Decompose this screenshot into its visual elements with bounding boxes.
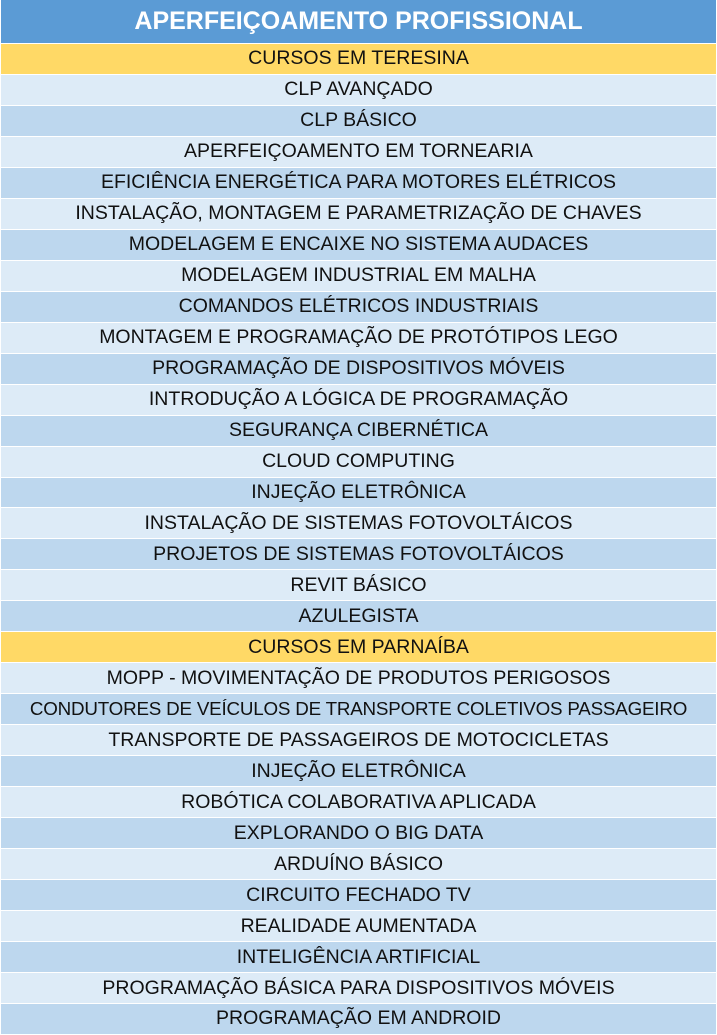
course-row: MOPP - MOVIMENTAÇÃO DE PRODUTOS PERIGOSOS (1, 663, 716, 694)
course-row: EXPLORANDO O BIG DATA (1, 818, 716, 849)
course-row: ROBÓTICA COLABORATIVA APLICADA (1, 787, 716, 818)
course-row: EFICIÊNCIA ENERGÉTICA PARA MOTORES ELÉTRICOS (1, 168, 716, 199)
course-row: MONTAGEM E PROGRAMAÇÃO DE PROTÓTIPOS LEGO (1, 323, 716, 354)
course-row: INTELIGÊNCIA ARTIFICIAL (1, 942, 716, 973)
table-title: APERFEIÇOAMENTO PROFISSIONAL (1, 0, 716, 44)
section-header-teresina: CURSOS EM TERESINA (1, 44, 716, 75)
course-row: CONDUTORES DE VEÍCULOS DE TRANSPORTE COLETIVOS PASSAGEIRO (1, 694, 716, 725)
course-row: REALIDADE AUMENTADA (1, 911, 716, 942)
course-row: PROGRAMAÇÃO DE DISPOSITIVOS MÓVEIS (1, 354, 716, 385)
course-row: COMANDOS ELÉTRICOS INDUSTRIAIS (1, 292, 716, 323)
course-row: MODELAGEM INDUSTRIAL EM MALHA (1, 261, 716, 292)
course-row: CIRCUITO FECHADO TV (1, 880, 716, 911)
course-row: REVIT BÁSICO (1, 570, 716, 601)
course-row: PROJETOS DE SISTEMAS FOTOVOLTÁICOS (1, 539, 716, 570)
course-row: INSTALAÇÃO, MONTAGEM E PARAMETRIZAÇÃO DE CHAVES (1, 199, 716, 230)
course-row: ARDUÍNO BÁSICO (1, 849, 716, 880)
course-row: PROGRAMAÇÃO BÁSICA PARA DISPOSITIVOS MÓVEIS (1, 973, 716, 1004)
course-row: INJEÇÃO ELETRÔNICA (1, 478, 716, 509)
course-row: APERFEIÇOAMENTO EM TORNEARIA (1, 137, 716, 168)
course-row: INJEÇÃO ELETRÔNICA (1, 756, 716, 787)
course-row: CLOUD COMPUTING (1, 447, 716, 478)
course-row: INSTALAÇÃO DE SISTEMAS FOTOVOLTÁICOS (1, 508, 716, 539)
course-row: INTRODUÇÃO A LÓGICA DE PROGRAMAÇÃO (1, 385, 716, 416)
course-row: TRANSPORTE DE PASSAGEIROS DE MOTOCICLETAS (1, 725, 716, 756)
course-row: MODELAGEM E ENCAIXE NO SISTEMA AUDACES (1, 230, 716, 261)
course-row: SEGURANÇA CIBERNÉTICA (1, 416, 716, 447)
section-header-parnaiba: CURSOS EM PARNAÍBA (1, 632, 716, 663)
course-row: AZULEGISTA (1, 601, 716, 632)
course-row: CLP AVANÇADO (1, 75, 716, 106)
course-row: CLP BÁSICO (1, 106, 716, 137)
course-row: PROGRAMAÇÃO EM ANDROID (1, 1004, 716, 1035)
